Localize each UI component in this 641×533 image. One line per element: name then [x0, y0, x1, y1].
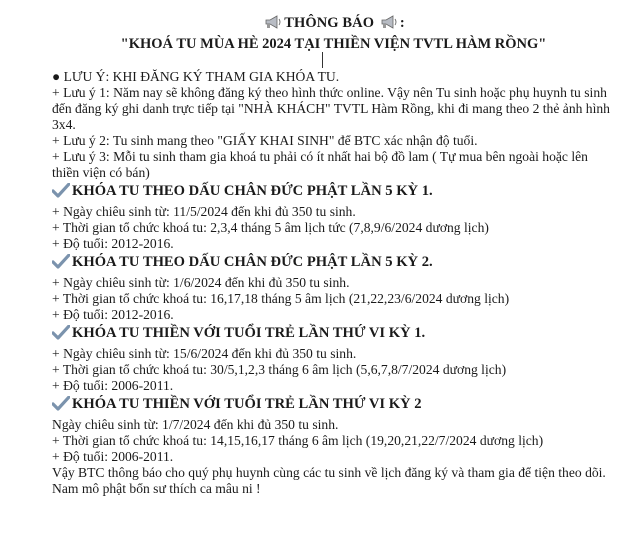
closing-note: Vậy BTC thông báo cho quý phụ huynh cùng các tu sinh về lịch đăng ký và tham gia để tiện theo dõi. — [52, 465, 606, 480]
section-heading — [52, 253, 615, 275]
checkmark-icon — [52, 396, 70, 417]
announcement-colon: : — [399, 15, 405, 31]
section-heading-text: KHÓA TU THEO DẤU CHÂN ĐỨC PHẬT LẦN 5 KỲ 1. — [72, 183, 433, 199]
section-line: + Thời gian tổ chức khoá tu: 16,17,18 tháng 5 âm lịch (21,22,23/6/2024 dương lịch) — [52, 291, 510, 306]
section-heading-text: KHÓA TU THIỀN VỚI TUỔI TRẺ LẦN THỨ VI KỲ 2 — [72, 396, 422, 412]
section-line: Ngày chiêu sinh từ: 1/7/2024 đến khi đủ 350 tu sinh. — [52, 417, 339, 432]
note-2: + Lưu ý 2: Tu sinh mang theo "GIẤY KHAI SINH" để BTC xác nhận độ tuổi. — [52, 133, 478, 148]
text-cursor — [322, 52, 323, 68]
section-heading-text: KHÓA TU THIỀN VỚI TUỔI TRẺ LẦN THỨ VI KỲ 1. — [72, 325, 426, 341]
announcement-subtitle: "KHOÁ TU MÙA HÈ 2024 TẠI THIỀN VIỆN TVTL HÀM RỒNG" — [120, 36, 547, 52]
section-line: + Thời gian tổ chức khoá tu: 14,15,16,17 tháng 6 âm lịch (19,20,21,22/7/2024 dương lịch) — [52, 433, 544, 448]
announcement-title — [52, 14, 615, 34]
section-heading — [52, 395, 615, 417]
megaphone-icon — [264, 15, 282, 34]
section-line: + Ngày chiêu sinh từ: 1/6/2024 đến khi đủ 350 tu sinh. — [52, 275, 350, 290]
notes-title: ● LƯU Ý: KHI ĐĂNG KÝ THAM GIA KHÓA TU. — [52, 69, 340, 84]
section-line: + Độ tuổi: 2006-2011. — [52, 449, 174, 464]
section-line: + Thời gian tổ chức khoá tu: 2,3,4 tháng 5 âm lịch tức (7,8,9/6/2024 dương lịch) — [52, 220, 489, 235]
section-line: + Độ tuổi: 2006-2011. — [52, 378, 174, 393]
section-heading — [52, 324, 615, 346]
section-line: + Ngày chiêu sinh từ: 11/5/2024 đến khi đủ 350 tu sinh. — [52, 204, 356, 219]
section-heading — [52, 182, 615, 204]
checkmark-icon — [52, 254, 70, 275]
closing-prayer: Nam mô phật bổn sư thích ca mâu ni ! — [52, 481, 261, 496]
section-line: + Thời gian tổ chức khoá tu: 30/5,1,2,3 tháng 6 âm lịch (5,6,7,8/7/2024 dương lịch) — [52, 362, 507, 377]
section-line: + Ngày chiêu sinh từ: 15/6/2024 đến khi đủ 350 tu sinh. — [52, 346, 357, 361]
announcement-label: THÔNG BÁO — [284, 15, 375, 31]
section-line: + Độ tuổi: 2012-2016. — [52, 236, 174, 251]
checkmark-icon — [52, 183, 70, 204]
checkmark-icon — [52, 325, 70, 346]
note-1: + Lưu ý 1: Năm nay sẽ không đăng ký theo hình thức online. Vậy nên Tu sinh hoặc phụ huynh tu sinh đến đăng ký ghi danh trực tiếp tại "NHÀ KHÁCH" TVTL Hàm Rồng, khi đi mang theo 2 thẻ ảnh hình 3x4. — [52, 85, 610, 132]
note-3: + Lưu ý 3: Mỗi tu sinh tham gia khoá tu phải có ít nhất hai bộ đồ lam ( Tự mua bên ngoài hoặc lên thiền viện có bán) — [52, 149, 588, 180]
section-heading-text: KHÓA TU THEO DẤU CHÂN ĐỨC PHẬT LẦN 5 KỲ 2. — [72, 254, 433, 270]
section-line: + Độ tuổi: 2012-2016. — [52, 307, 174, 322]
megaphone-icon — [380, 15, 398, 34]
document-body — [52, 69, 615, 497]
